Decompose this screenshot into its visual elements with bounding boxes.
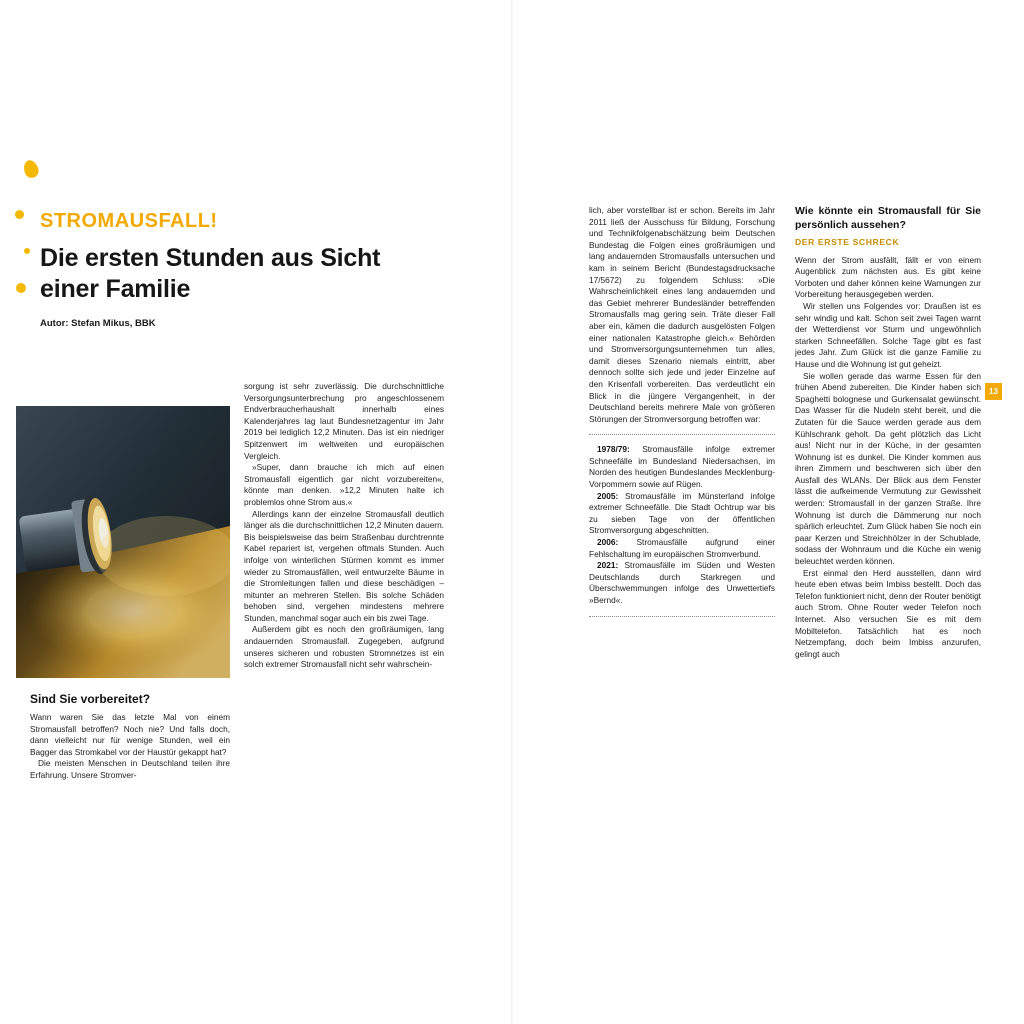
paragraph: Wenn der Strom ausfällt, fällt er von einem Augenblick zum nächsten aus. Es gibt keine Vorboten und daher können keine Warnungen zur Vorbereitung herausgegeben werden. xyxy=(795,254,981,300)
paragraph: lich, aber vorstellbar ist er schon. Bereits im Jahr 2011 ließ der Ausschuss für Bildung, Forschung und Technikfolgenabschätzung beim Deutschen Bundestag die Folgen eines großräumigen und lang andauernden Stromausfalls untersuchen und kam in seinem Bericht (Bundestagsdrucksache 17/5672) zu folgendem Schluss: »Die Wahrscheinlichkeit eines lang andauernden und das Gebiet mehrerer Bundesländer betreffenden Stromausfalls mag gering sein. Träte dieser Fall aber ein, kämen die dadurch ausgelösten Folgen einer nationalen Katastrophe gleich.« Behörden und Stromversorgungsunternehmen tun alles, damit dieses Szenario niemals eintritt, aber dennoch sollte sich jede und jeder Einzelne auf den Krisenfall vorbereiten. Das verdeutlicht ein Blick in die jüngere Vergangenheit, in der Deutschland bereits mehrere Male von größeren Störungen der Stromversorgung betroffen war: xyxy=(589,205,775,424)
section-heading: Wie könnte ein Stromausfall für Sie persönlich aussehen? xyxy=(795,205,981,231)
paragraph: Allerdings kann der einzelne Stromausfall deutlich länger als die durchschnittlichen 12,2 Minuten dauern. Bis beispielsweise das beim Straßenbau durchtrennte Kabel repariert ist, vergehen oftmals Stunden. Auch infolge von winterlichen Stürmen kommt es immer wieder zu Stromausfällen, weil entwurzelte Bäume in die Stromleitungen fallen und diese beschädigen – mitunter an mehreren Stellen. Bis solche Schäden behoben sind, vergehen mindestens mehrere Stunden, manchmal sogar auch ein bis zwei Tage. xyxy=(244,508,444,623)
left-column-2 xyxy=(244,381,444,671)
event-item xyxy=(589,444,775,490)
event-item xyxy=(589,537,775,560)
event-text: Stromausfälle infolge extremer Schneefälle im Bundesland Niedersachsen, im Norden des heutigen Bundeslandes Mecklenburg-Vorpommern sowie auf Rügen. xyxy=(589,444,775,490)
article-byline: Autor: Stefan Mikus, BBK xyxy=(40,318,156,329)
right-page xyxy=(512,0,1024,1024)
section-heading: Sind Sie vorbereitet? xyxy=(30,692,151,706)
paragraph: Sie wollen gerade das warme Essen für den frühen Abend zubereiten. Die Kinder haben sich Spaghetti bolognese und Gurkensalat gewünscht. Das Wasser für die Nudeln steht bereit, und die Zutaten für die Sauce werden gerade aus dem Kühlschrank geholt. Da geht plötzlich das Licht aus! Nicht nur in der Küche, in der gesamten Wohnung ist es dunkel. Die Kinder kommen aus ihren Zimmern und beschweren sich über den Ausfall des WLANs. Der Blick aus dem Fenster lässt die aufkeimende Vermutung zur Gewissheit werden: Stromausfall in der ganzen Straße. Ihre Wohnung ist durch die Dämmerung nur noch spärlich erleuchtet. Zum Glück haben Sie noch ein paar Kerzen und Streichhölzer in der Schublade, sodass der Wohnraum und die Küche ein wenig beleuchtet werden können. xyxy=(795,370,981,567)
decor-dot-icon xyxy=(16,283,26,293)
paragraph: sorgung ist sehr zuverlässig. Die durchschnittliche Versorgungsunterbrechung pro angeschlossenem Endverbraucherhaushalt innerhalb eines Kalenderjahres lag laut Bundesnetzagentur im Jahr 2019 bei lediglich 12,2 Minuten. Das ist ein niedriger Spitzenwert im weltweiten und europäischen Vergleich. xyxy=(244,381,444,461)
page-title: Die ersten Stunden aus Sicht einer Familie xyxy=(40,244,381,303)
right-column-1 xyxy=(589,205,775,626)
left-column-1 xyxy=(30,712,230,782)
decor-dot-icon xyxy=(15,210,24,219)
divider xyxy=(589,616,775,617)
paragraph: Erst einmal den Herd ausstellen, dann wird heute eben etwas beim Imbiss bestellt. Doch das Telefon funktioniert nicht, denn der Router benötigt auch Strom. Ohne Router weder Telefon noch Internet. Also versuchen Sie es mit dem Mobiltelefon. Tatsächlich hat es noch Netzempfang, doch beim Imbiss anzurufen, gelingt auch xyxy=(795,567,981,659)
event-item xyxy=(589,560,775,606)
paragraph: »Super, dann brauche ich mich auf einen Stromausfall eigentlich gar nicht vorzubereiten«, könnte man denken. »12,2 Minuten halte ich problemlos ohne Strom aus.« xyxy=(244,462,444,507)
event-text: Stromausfälle im Süden und Westen Deutschlands durch Starkregen und Überschwemmungen infolge des Unwettertiefs »Bernd«. xyxy=(589,560,775,605)
article-kicker: STROMAUSFALL! xyxy=(40,210,218,232)
flashlight-photo-illustration xyxy=(16,406,230,678)
section-subheading: DER ERSTE SCHRECK xyxy=(795,237,900,247)
decor-dot-icon xyxy=(22,158,41,179)
decor-dot-icon xyxy=(24,248,30,254)
paragraph: Die meisten Menschen in Deutschland teilen ihre Erfahrung. Unsere Stromver- xyxy=(30,758,230,780)
divider xyxy=(589,434,775,435)
article-photo xyxy=(16,406,230,678)
paragraph: Wir stellen uns Folgendes vor: Draußen ist es sehr windig und kalt. Schon seit zwei Tagen warnt der Wetterdienst vor Sturm und ungewöhnlich starken Schneefällen. Solche Tage gibt es fast jedes Jahr. Zum Glück ist die ganze Familie zu Hause und die Wohnung ist gut geheizt. xyxy=(795,300,981,369)
event-text: Stromausfälle aufgrund einer Fehlschaltung im europäischen Stromverbund. xyxy=(589,537,775,559)
paragraph: Außerdem gibt es noch den großräumigen, lang andauernden Stromausfall. Zugegeben, aufgrund unseres sicheren und robusten Stromnetzes ist ein solch extremer Stromausfall nicht sehr wahrschein- xyxy=(244,624,444,670)
event-year: 2005: xyxy=(597,490,619,501)
event-year: 2021: xyxy=(597,560,619,571)
event-year: 1978/79: xyxy=(597,444,630,455)
event-year: 2006: xyxy=(597,537,619,548)
page-number: 13 xyxy=(985,383,1002,400)
paragraph: Wann waren Sie das letzte Mal von einem Stromausfall betroffen? Noch nie? Und falls doch, dann vielleicht nur für wenige Stunden, weil ein Bagger das Stromkabel vor der Haustür gekappt hat? xyxy=(30,712,230,757)
event-text: Stromausfälle im Münsterland infolge extremer Schneefälle. Die Stadt Ochtrup war bis zu sieben Tage von der öffentlichen Stromversorgung abgeschnitten. xyxy=(589,490,775,536)
right-column-2 xyxy=(795,205,981,660)
event-item xyxy=(589,491,775,537)
